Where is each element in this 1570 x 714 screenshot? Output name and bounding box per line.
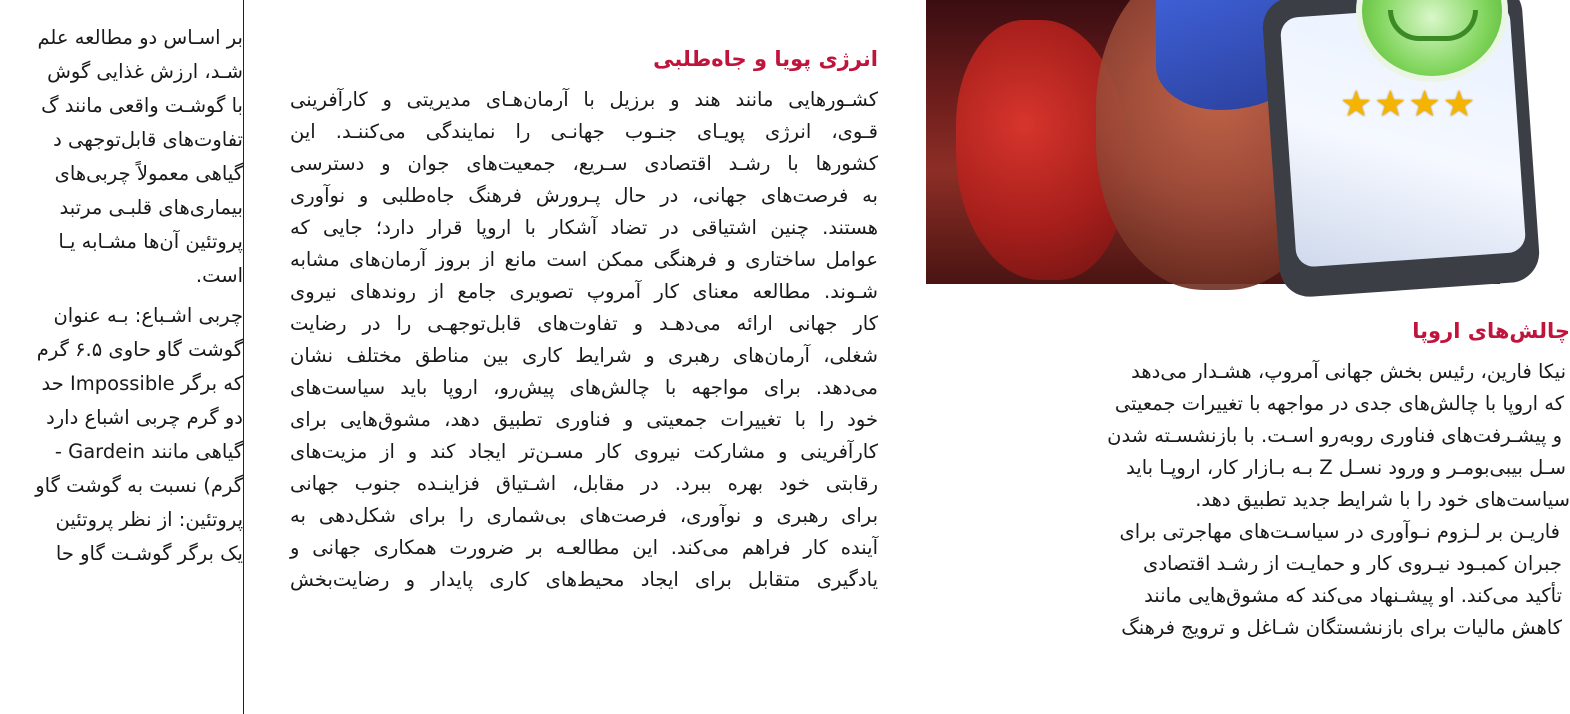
middle-col-line: کشـورهایی مانند هند و برزیل با آرمان‌هـای مدیریتی و کارآفرینی [290,88,878,111]
middle-col-line: رقابتی خود بهره ببرد. در مقابل، اشـتیاق فزاینـده جنوب جهانی [290,472,878,495]
right-col-line: تأکید می‌کند. او پیشـنهاد می‌کند که مشوق‌هایی مانند [1144,584,1562,607]
right-col-line: و پیشـرفت‌های فناوری روبه‌رو اسـت. با بازنشسـته شدن [1107,424,1562,447]
right-col-line: سـل بیبی‌بومـر و ورود نسـل Z بـه بـازار کار، اروپـا باید [1126,456,1566,479]
section-heading-europe-challenges: چالش‌های اروپا [1412,319,1570,343]
left-col-line: دو گرم چربی اشباع دارد [46,406,243,429]
middle-col-line: هستند. چنین اشتیاقی در تضاد آشکار با اروپا قرار دارد؛ جایی که [290,216,878,239]
middle-col-line: شغلی، آرمان‌های رهبری و شرایط کاری بین مناطق مختلف نشان [290,344,878,367]
middle-col-line: عوامل ساختاری و فرهنگی ممکن است مانع از بروز آرمان‌های مشابه [290,248,878,271]
middle-col-line: قـوی، انرژی پویـای جنـوب جهانـی را نمایندگی می‌کننـد. این [290,120,878,143]
left-col-line: تفاوت‌های قابل‌توجهی د [53,128,243,151]
right-col-line: جبران کمبـود نیـروی کار و حمایـت از رشـد اقتصادی [1143,552,1562,575]
right-col-line: نیکا فارین، رئیس بخش جهانی آمروپ، هشـدار می‌دهد [1131,360,1566,383]
left-col-line: گرم) نسبت به گوشت گاو [35,474,243,497]
middle-article-column [290,0,878,714]
right-col-line: که اروپا با چالش‌های جدی در مواجهه با تغییرات جمعیتی [1114,392,1564,415]
middle-col-line: کشورها با رشـد اقتصادی سـریع، جمعیت‌های جوان و دسترسی [290,152,878,175]
middle-col-line: کار جهانی ارائه می‌دهـد و تفاوت‌های قابل‌توجهـی را در رضایت [290,312,878,335]
middle-col-line: خود را با تغییرات جمعیتی و فناوری تطبیق دهد، مشوق‌هایی برای [290,408,878,431]
left-col-line: شـد، ارزش غذایی گوش [47,60,243,83]
section-heading-ambition: انرژی پویا و جاه‌طلبی [653,47,878,71]
middle-col-line: برای رهبری و نوآوری، فرصت‌های بی‌شماری را برای شکل‌دهی به [290,504,878,527]
middle-col-line: کارآفرینی و مشارکت نیروی کار مسـن‌تر ایجاد کند و از مزیت‌های [290,440,878,463]
middle-col-line: شـوند. مطالعه معنای کار آمروپ تصویری جامع از روندهای نیروی [290,280,878,303]
left-col-line: یک برگر گوشـت گاو حا [55,542,243,565]
middle-col-line: به فرصت‌های جهانی، در حال پـرورش فرهنگ جاه‌طلبی و نوآوری [290,184,878,207]
left-col-line: چربی اشـباع: بـه عنوان [53,304,243,327]
left-col-line: با گوشـت واقعی مانند گ [41,94,243,117]
left-col-line: بر اسـاس دو مطالعه علم [37,26,243,49]
middle-col-line: یادگیری متقابل برای ایجاد محیط‌های کاری پایدار و رضایت‌بخش [290,568,878,591]
right-col-line: سیاست‌های خود را با شرایط جدید تطبیق دهد. [1195,488,1570,511]
left-col-line: پروتئین: از نظر پروتئین [55,508,243,531]
middle-col-line: می‌دهد. برای مواجهه با چالش‌های پیش‌رو، اروپا باید سیاست‌های [290,376,878,399]
left-col-line: است. [195,264,243,287]
right-col-line: کاهش مالیات برای بازنشستگان شـاغل و ترویج فرهنگ [1121,616,1562,639]
right-article-column [926,0,1570,714]
middle-col-line: آینده کار فراهم می‌کند. این مطالعـه بر ضرورت همکاری جهانی و [290,536,878,559]
left-col-line: بیماری‌های قلبـی مرتبد [59,196,243,219]
left-col-line: پروتئین آن‌ها مشـابه یـا [58,230,243,253]
left-col-line: گیاهی مانند Gardein - [54,440,243,463]
right-col-line: فاریـن بر لـزوم نـوآوری در سیاسـت‌های مهاجرتی برای [1119,520,1560,543]
left-col-line: گوشت گاو حاوی ۶.۵ گرم [36,338,243,361]
left-col-line: که برگر Impossible حد [41,372,243,395]
left-article-column [0,0,244,714]
star-rating-icon: ★★★★ [1340,84,1478,125]
left-col-line: گیاهی معمولاً چربی‌های [54,162,243,185]
